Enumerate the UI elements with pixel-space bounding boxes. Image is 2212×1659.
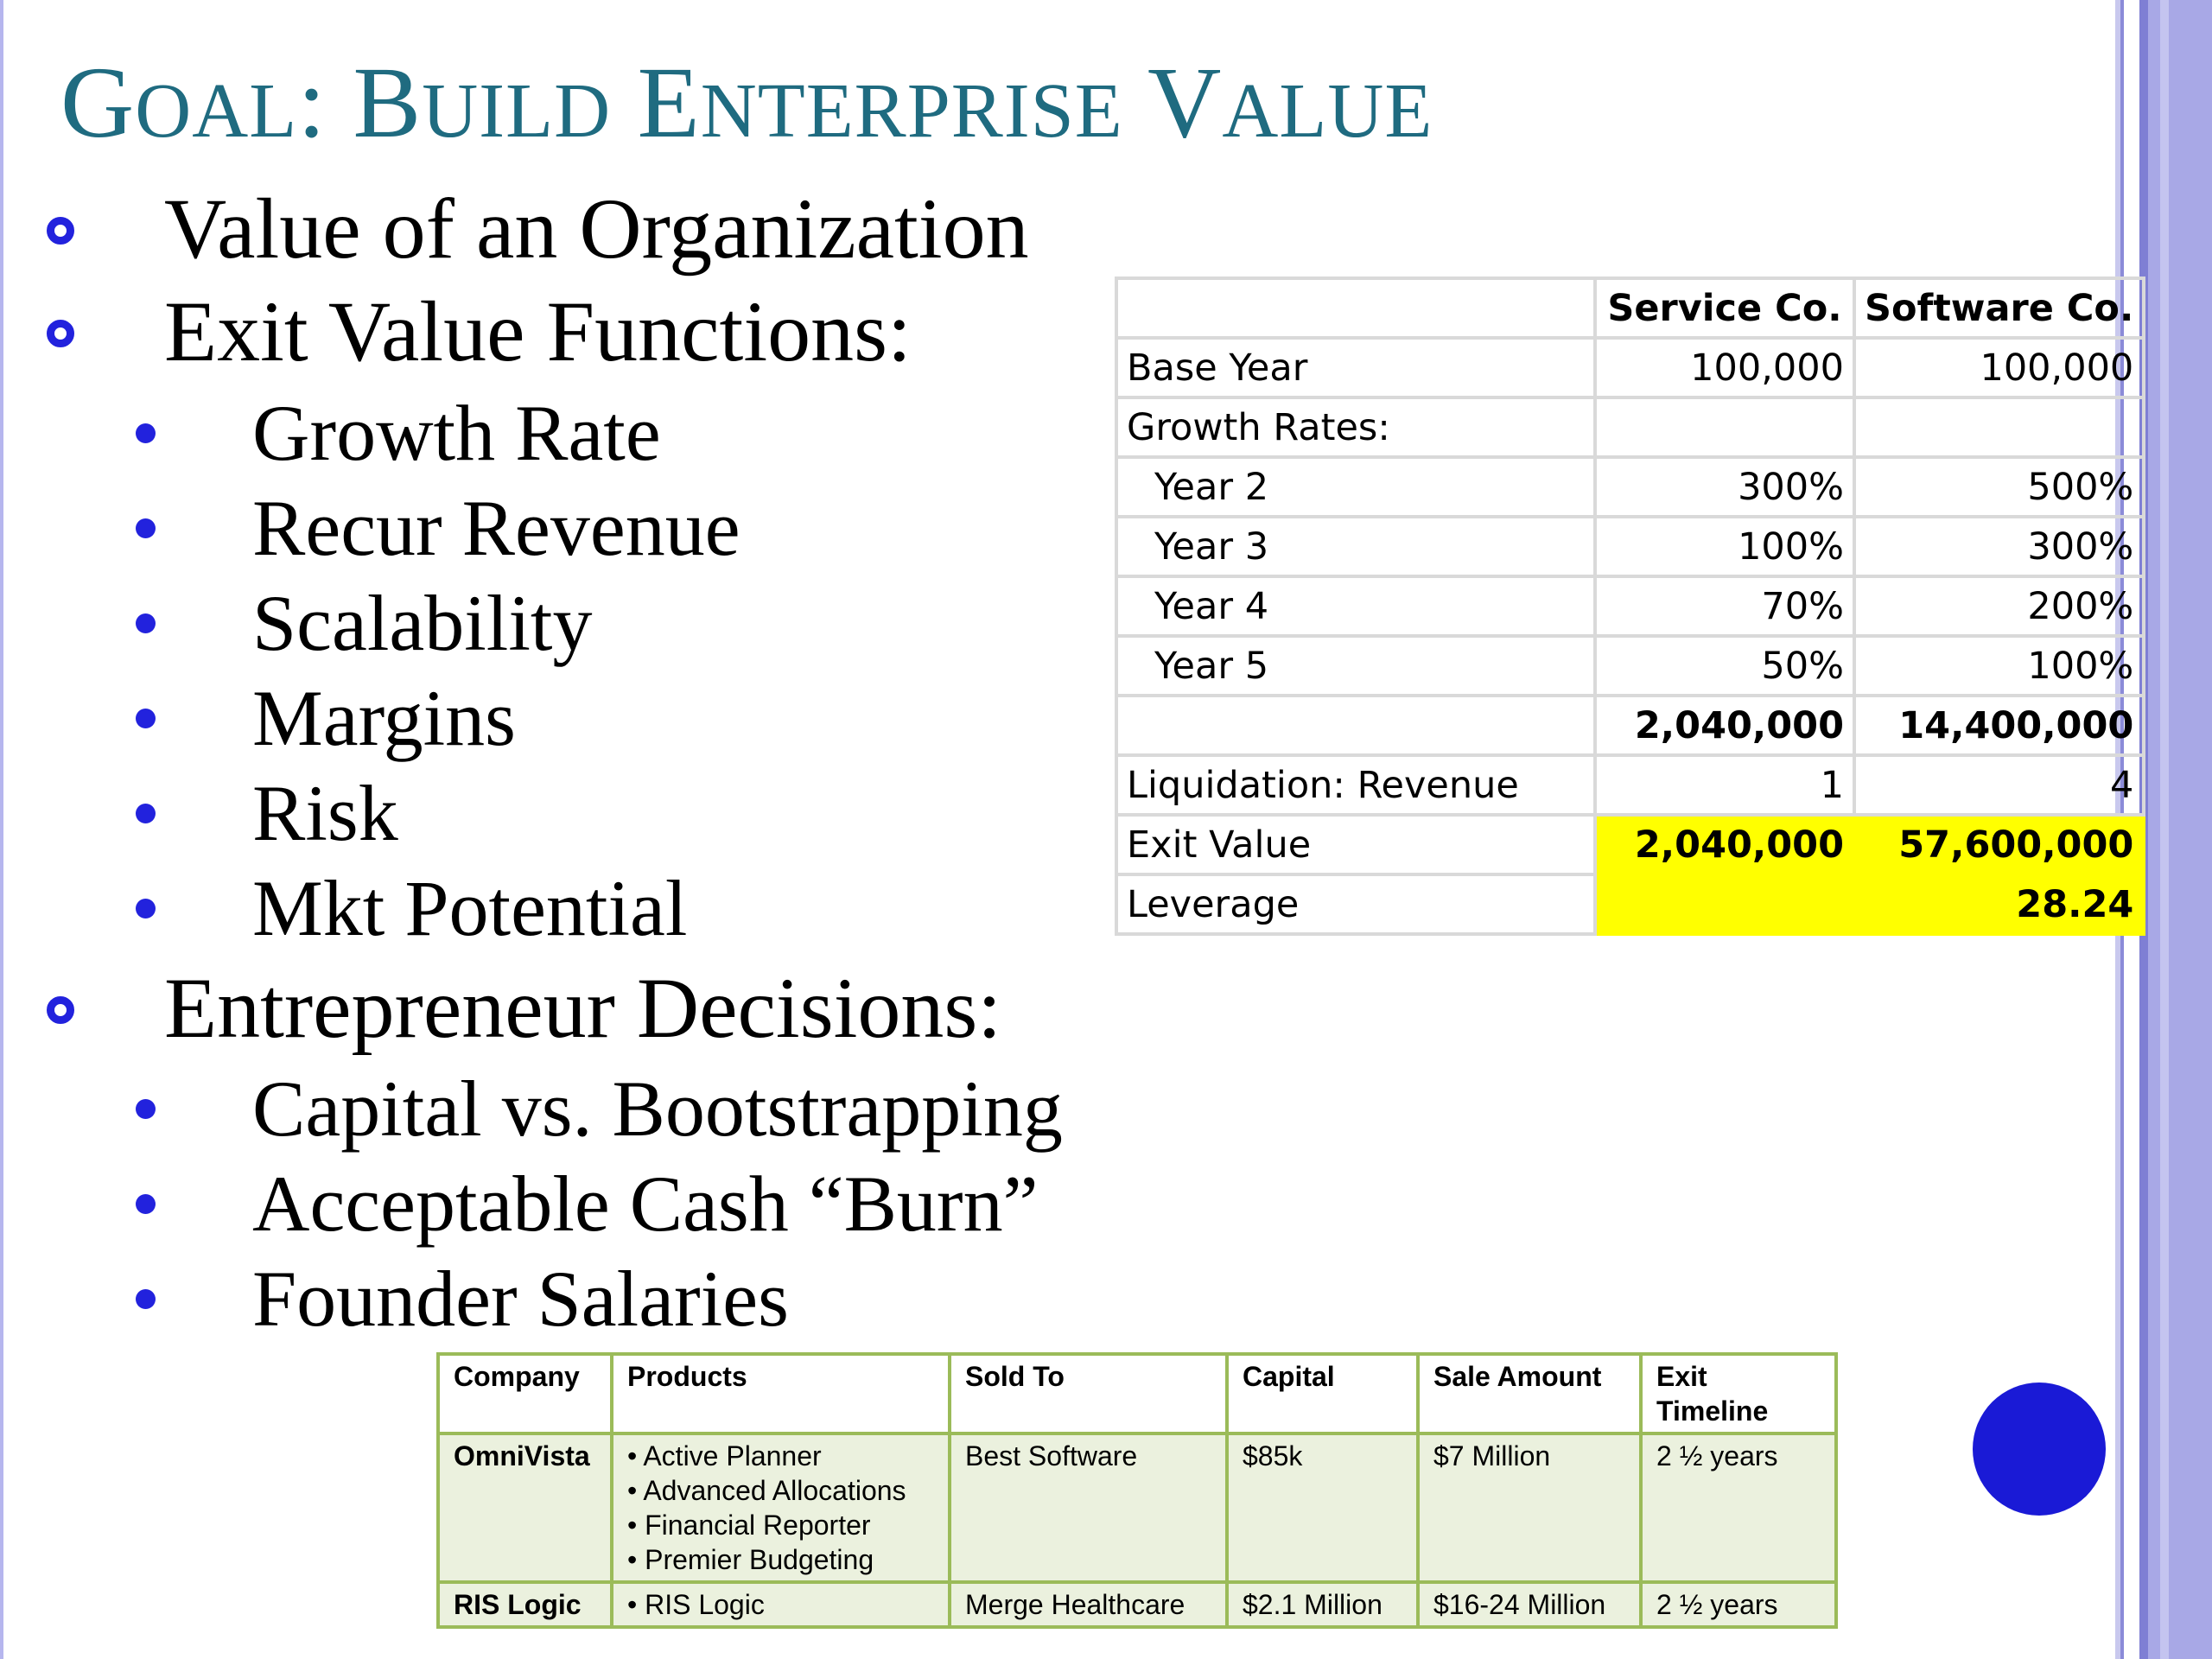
row-label: Year 2 — [1116, 457, 1595, 517]
hollow-circle-bullet-icon — [47, 320, 74, 347]
bullet-exit-value-functions: Exit Value Functions: — [164, 283, 912, 379]
sold-to-cell: Merge Healthcare — [950, 1582, 1227, 1627]
highlighted-cell: 57,600,000 — [1854, 815, 2144, 874]
sub-bullet-scalability: Scalability — [252, 579, 593, 667]
table-row — [1116, 636, 2144, 696]
table-cell — [1116, 278, 1595, 338]
sale-amount-cell: $7 Million — [1418, 1433, 1641, 1582]
sub-bullet-mkt-potential: Mkt Potential — [252, 864, 688, 952]
table-cell: 100,000 — [1854, 338, 2144, 397]
products-cell — [612, 1433, 950, 1582]
list-item: • Financial Reporter — [627, 1508, 934, 1542]
column-header-sale-amount: Sale Amount — [1418, 1354, 1641, 1433]
hollow-circle-bullet-icon — [47, 996, 74, 1024]
list-item: • Premier Budgeting — [627, 1542, 934, 1577]
sub-bullet-margins: Margins — [252, 674, 516, 762]
table-row — [1116, 874, 2144, 934]
table-cell: 300% — [1595, 457, 1854, 517]
table-row — [1116, 576, 2144, 636]
sub-bullet-capital-vs-bootstrapping: Capital vs. Bootstrapping — [252, 1065, 1063, 1153]
sub-bullet-recur-revenue: Recur Revenue — [252, 484, 741, 572]
table-cell: 100,000 — [1595, 338, 1854, 397]
bullet-dot-icon — [136, 1194, 156, 1214]
table-header-row — [1116, 278, 2144, 338]
table-cell: 70% — [1595, 576, 1854, 636]
table-row — [1116, 338, 2144, 397]
sold-to-cell: Best Software — [950, 1433, 1227, 1582]
column-header-service-co: Service Co. — [1595, 278, 1854, 338]
products-list — [627, 1439, 934, 1577]
exit-value-table — [1115, 276, 2145, 936]
bullet-value-of-organization: Value of an Organization — [164, 181, 1029, 276]
column-header-sold-to: Sold To — [950, 1354, 1227, 1433]
column-header-exit-timeline: Exit Timeline — [1641, 1354, 1836, 1433]
table-cell: 300% — [1854, 517, 2144, 576]
table-row — [438, 1582, 1836, 1627]
capital-cell: $2.1 Million — [1227, 1582, 1418, 1627]
company-name: RIS Logic — [438, 1582, 612, 1627]
products-list — [627, 1587, 934, 1622]
table-cell — [1595, 397, 1854, 457]
column-header-software-co: Software Co. — [1854, 278, 2144, 338]
table-cell: 50% — [1595, 636, 1854, 696]
row-label: Liquidation: Revenue — [1116, 755, 1595, 815]
right-decor-bar — [2139, 0, 2212, 1659]
list-item: • Advanced Allocations — [627, 1473, 934, 1508]
table-cell: 200% — [1854, 576, 2144, 636]
right-decor-bar — [2160, 0, 2169, 1659]
column-header-products: Products — [612, 1354, 950, 1433]
slide-title: GOAL: BUILD ENTERPRISE VALUE — [60, 46, 1433, 159]
left-edge-line — [0, 0, 3, 1659]
table-row — [438, 1433, 1836, 1582]
table-header-row — [438, 1354, 1836, 1433]
table-row — [1116, 397, 2144, 457]
table-row — [1116, 815, 2144, 874]
bullet-dot-icon — [136, 518, 156, 538]
highlighted-cell: 2,040,000 — [1595, 815, 1854, 874]
row-label: Year 4 — [1116, 576, 1595, 636]
bullet-dot-icon — [136, 899, 156, 918]
column-header-capital: Capital — [1227, 1354, 1418, 1433]
products-cell — [612, 1582, 950, 1627]
highlighted-cell — [1595, 874, 1854, 934]
bullet-dot-icon — [136, 1099, 156, 1119]
column-header-company: Company — [438, 1354, 612, 1433]
row-label — [1116, 696, 1595, 755]
sale-amount-cell: $16-24 Million — [1418, 1582, 1641, 1627]
sub-bullet-growth-rate: Growth Rate — [252, 389, 661, 477]
companies-table — [436, 1352, 1838, 1629]
bullet-dot-icon — [136, 1289, 156, 1309]
exit-timeline-cell: 2 ½ years — [1641, 1433, 1836, 1582]
row-label: Base Year — [1116, 338, 1595, 397]
decorative-circle-icon — [1973, 1382, 2106, 1516]
table-row — [1116, 755, 2144, 815]
highlighted-cell: 28.24 — [1854, 874, 2144, 934]
list-item: • RIS Logic — [627, 1587, 934, 1622]
table-cell: 100% — [1854, 636, 2144, 696]
bullet-dot-icon — [136, 804, 156, 823]
capital-cell: $85k — [1227, 1433, 1418, 1582]
hollow-circle-bullet-icon — [47, 217, 74, 245]
row-label: Year 3 — [1116, 517, 1595, 576]
table-row — [1116, 457, 2144, 517]
bullet-dot-icon — [136, 613, 156, 633]
table-cell: 1 — [1595, 755, 1854, 815]
sub-bullet-acceptable-cash-burn: Acceptable Cash “Burn” — [252, 1160, 1039, 1248]
table-cell: 2,040,000 — [1595, 696, 1854, 755]
bullet-dot-icon — [136, 709, 156, 728]
company-name: OmniVista — [438, 1433, 612, 1582]
row-label: Growth Rates: — [1116, 397, 1595, 457]
table-row — [1116, 517, 2144, 576]
table-cell — [1854, 397, 2144, 457]
row-label: Year 5 — [1116, 636, 1595, 696]
bullet-dot-icon — [136, 423, 156, 443]
exit-timeline-cell: 2 ½ years — [1641, 1582, 1836, 1627]
table-cell: 100% — [1595, 517, 1854, 576]
list-item: • Active Planner — [627, 1439, 934, 1473]
sub-bullet-risk: Risk — [252, 769, 398, 857]
row-label: Exit Value — [1116, 815, 1595, 874]
table-row — [1116, 696, 2144, 755]
table-cell: 14,400,000 — [1854, 696, 2144, 755]
row-label: Leverage — [1116, 874, 1595, 934]
bullet-entrepreneur-decisions: Entrepreneur Decisions: — [164, 960, 1002, 1056]
table-cell: 500% — [1854, 457, 2144, 517]
table-cell: 4 — [1854, 755, 2144, 815]
sub-bullet-founder-salaries: Founder Salaries — [252, 1255, 789, 1343]
